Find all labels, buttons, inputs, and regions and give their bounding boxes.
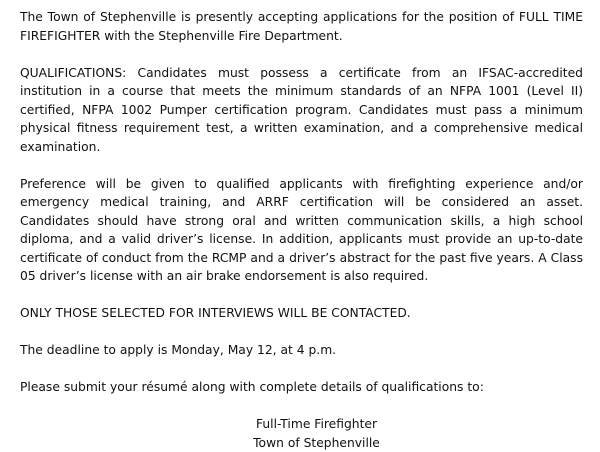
qualifications-paragraph: QUALIFICATIONS: Candidates must possess a certificate from an IFSAC-accredited institution in a course that meets the minimum standards of an NFPA 1001 (Level II) certified, NFPA 1002 Pumper certification program. Candidates must pass a minimum physical fitness requirement test, a written examination, and a comprehensive medical examination. [20, 64, 583, 157]
address-line-1: Full-Time Firefighter [50, 415, 583, 434]
job-posting-document [20, 8, 583, 452]
address-line-2: Town of Stephenville [50, 434, 583, 452]
mailing-address [20, 415, 583, 452]
contact-notice: ONLY THOSE SELECTED FOR INTERVIEWS WILL BE CONTACTED. [20, 304, 583, 323]
deadline-paragraph: The deadline to apply is Monday, May 12, at 4 p.m. [20, 341, 583, 360]
preference-paragraph: Preference will be given to qualified applicants with firefighting experience and/or emergency medical training, and ARRF certification will be considered an asset. Candidates should have strong oral and written communication skills, a high school diploma, and a valid driver’s license. In addition, applicants must provide an up-to-date certificate of conduct from the RCMP and a driver’s abstract for the past five years. A Class 05 driver’s license with an air brake endorsement is also required. [20, 175, 583, 286]
submit-instructions: Please submit your résumé along with complete details of qualifications to: [20, 378, 583, 397]
intro-paragraph: The Town of Stephenville is presently accepting applications for the position of FULL TIME FIREFIGHTER with the Stephenville Fire Department. [20, 8, 583, 45]
